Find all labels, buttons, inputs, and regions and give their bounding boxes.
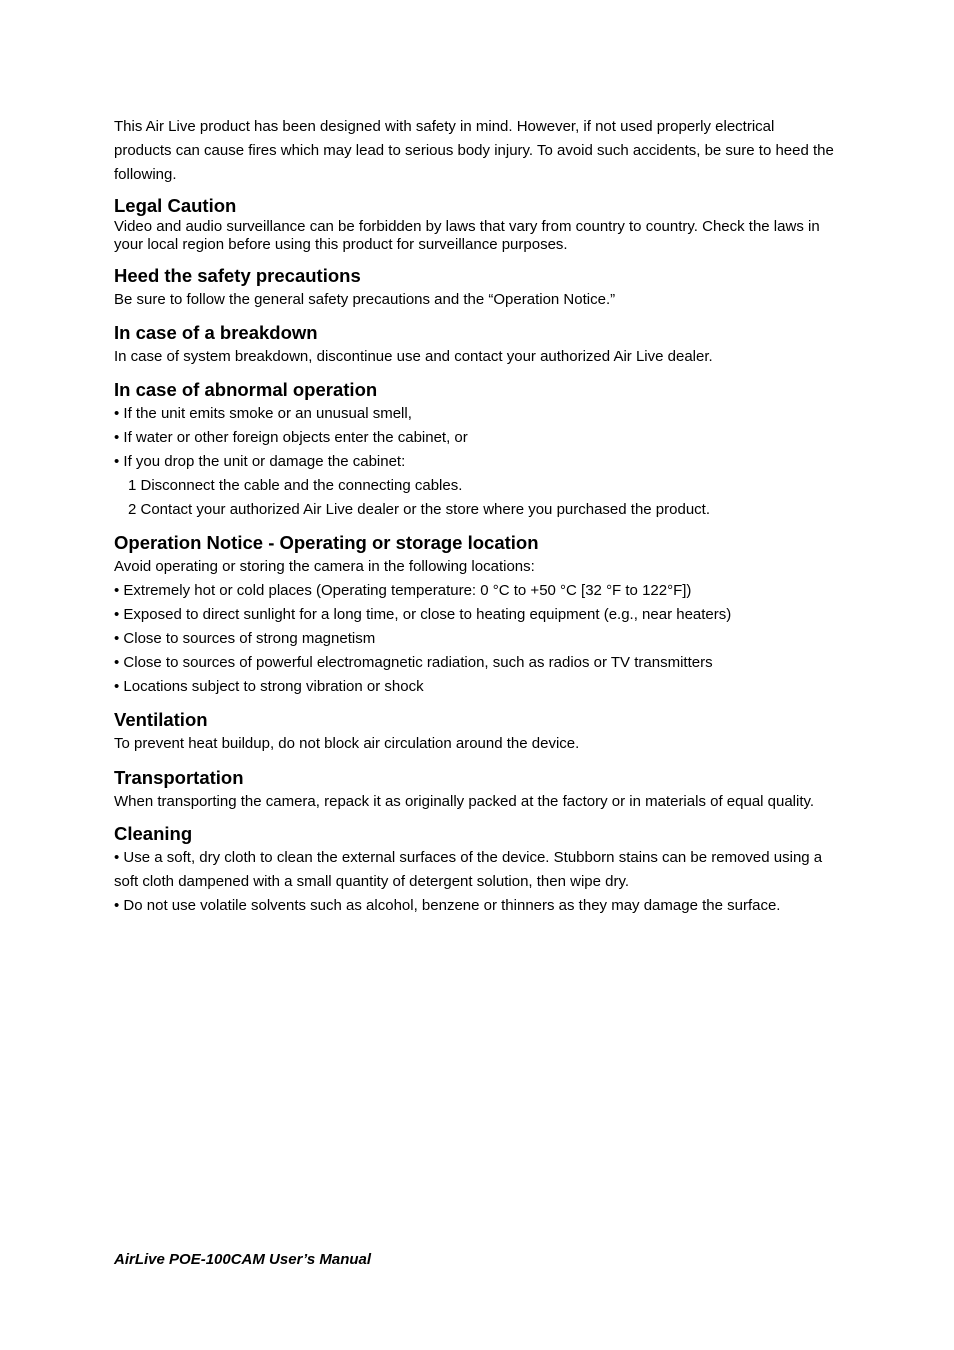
- ventilation-text: To prevent heat buildup, do not block air circulation around the device.: [114, 735, 580, 752]
- list-item: • Exposed to direct sunlight for a long time, or close to heating equipment (e.g., near heaters): [114, 606, 732, 623]
- safety-precautions-heading: Heed the safety precautions: [114, 265, 361, 286]
- transportation-section: [114, 766, 834, 814]
- step-item: 1 Disconnect the cable and the connecting cables.: [128, 477, 463, 494]
- breakdown-heading: In case of a breakdown: [114, 322, 318, 343]
- ventilation-section: [114, 708, 834, 756]
- ventilation-heading: Ventilation: [114, 709, 208, 730]
- cleaning-heading: Cleaning: [114, 823, 193, 844]
- safety-precautions-text: Be sure to follow the general safety precautions and the “Operation Notice.”: [114, 291, 616, 308]
- cleaning-section: [114, 822, 834, 918]
- list-item: • Close to sources of powerful electromagnetic radiation, such as radios or TV transmitters: [114, 654, 713, 671]
- legal-caution-text: Video and audio surveillance can be forbidden by laws that vary from country to country. Check the laws in your local region before using this product for surveillance purposes.: [114, 218, 820, 253]
- transportation-heading: Transportation: [114, 767, 244, 788]
- breakdown-section: [114, 321, 834, 369]
- list-item: • Use a soft, dry cloth to clean the external surfaces of the device. Stubborn stains can be removed using a soft cloth dampened with a small quantity of detergent solution, then wipe dry.: [114, 849, 823, 890]
- intro-paragraph: This Air Live product has been designed with safety in mind. However, if not used properly electrical products can cause fires which may lead to serious body injury. To avoid such accidents, be sure to heed the following.: [114, 118, 834, 183]
- transportation-text: When transporting the camera, repack it as originally packed at the factory or in materials of equal quality.: [114, 793, 815, 810]
- list-item: • If the unit emits smoke or an unusual smell,: [114, 405, 412, 422]
- step-item: 2 Contact your authorized Air Live dealer or the store where you purchased the product.: [128, 501, 711, 518]
- legal-caution-heading: Legal Caution: [114, 195, 237, 216]
- list-item: • If you drop the unit or damage the cabinet:: [114, 453, 406, 470]
- manual-footer: AirLive POE-100CAM User’s Manual: [114, 1251, 372, 1268]
- abnormal-operation-section: [114, 378, 834, 522]
- document-page: [114, 115, 834, 918]
- list-item: • If water or other foreign objects enter the cabinet, or: [114, 429, 468, 446]
- list-item: • Locations subject to strong vibration or shock: [114, 678, 424, 695]
- abnormal-operation-heading: In case of abnormal operation: [114, 379, 378, 400]
- list-item: • Do not use volatile solvents such as alcohol, benzene or thinners as they may damage the surface.: [114, 897, 781, 914]
- list-item: • Close to sources of strong magnetism: [114, 630, 376, 647]
- legal-caution-section: [114, 194, 834, 254]
- operation-notice-heading: Operation Notice - Operating or storage location: [114, 532, 539, 553]
- operation-notice-section: [114, 531, 834, 699]
- breakdown-text: In case of system breakdown, discontinue use and contact your authorized Air Live dealer.: [114, 348, 713, 365]
- safety-precautions-section: [114, 264, 834, 312]
- list-item: • Extremely hot or cold places (Operating temperature: 0 °C to +50 °C [32 °F to 122°F]): [114, 582, 692, 599]
- operation-notice-intro: Avoid operating or storing the camera in the following locations:: [114, 558, 535, 575]
